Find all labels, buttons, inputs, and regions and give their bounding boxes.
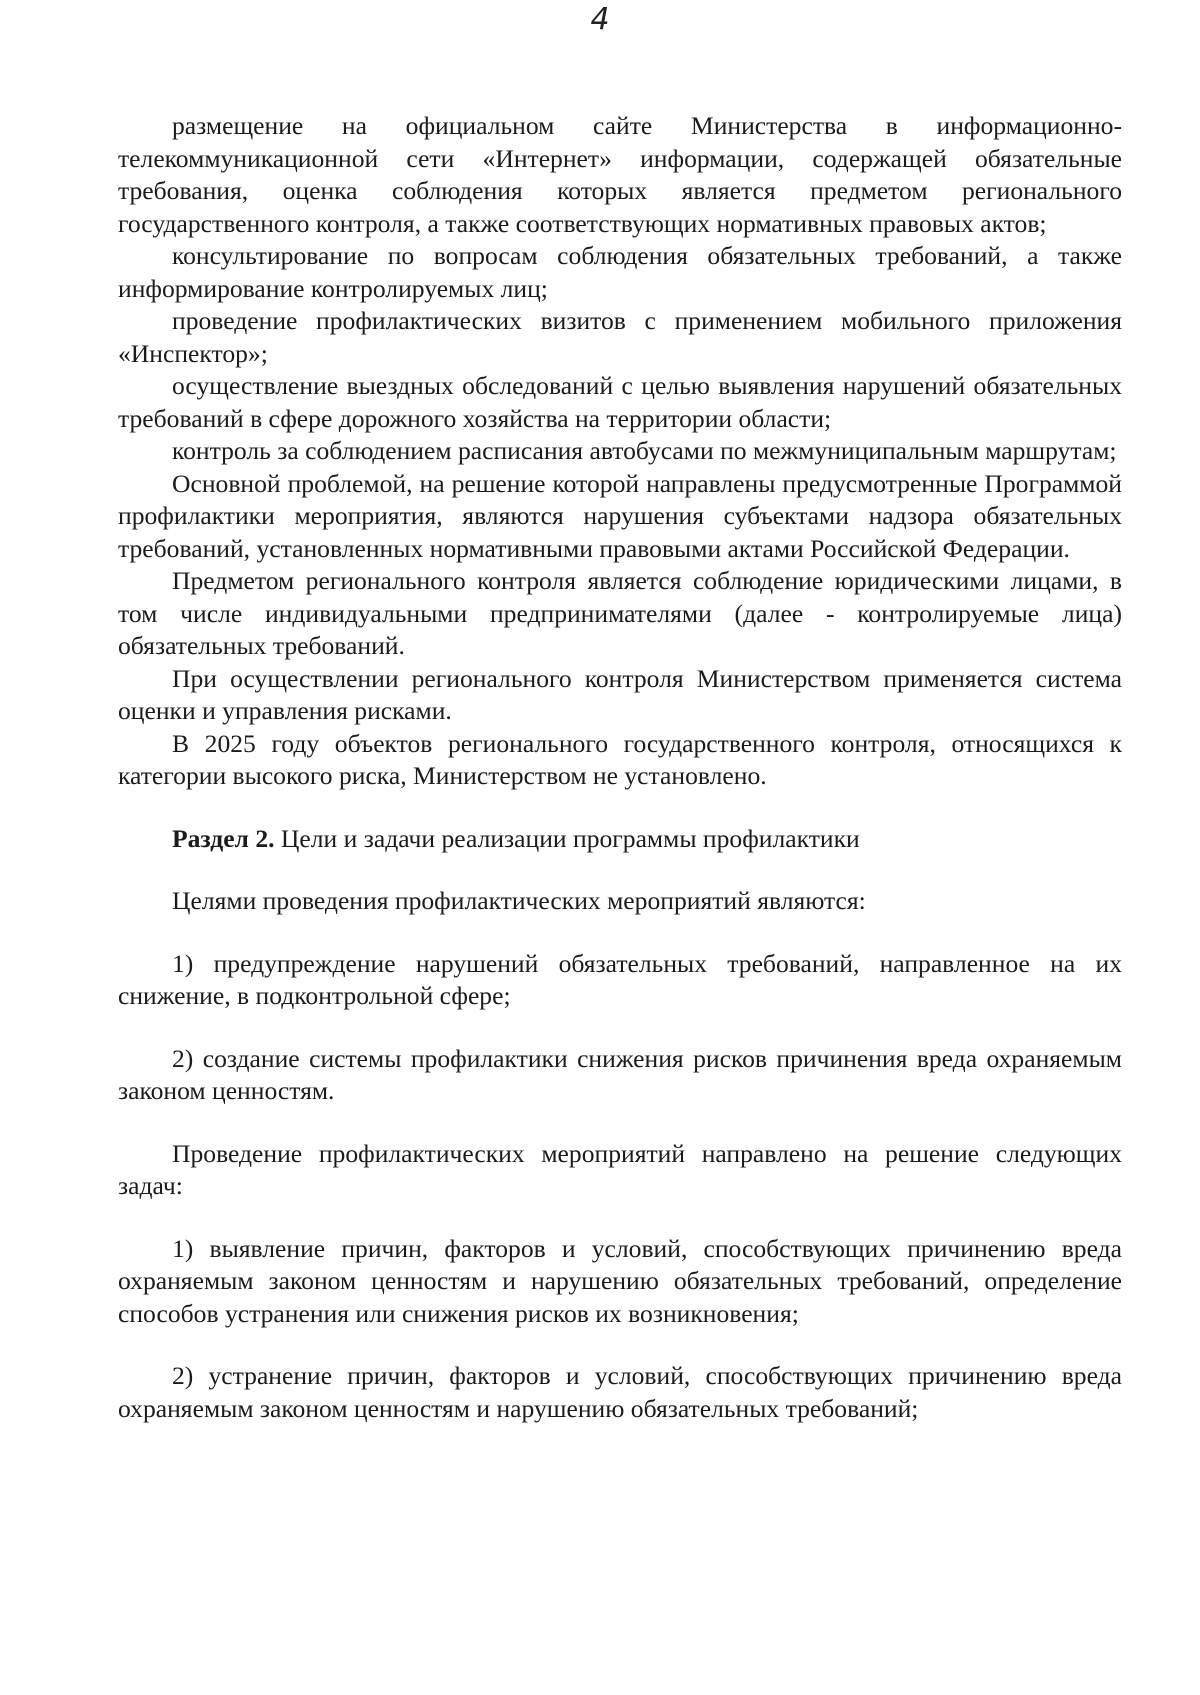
paragraph-main-problem: Основной проблемой, на решение которой направлены предусмотренные Программой профилактики мероприятия, являются нарушения субъектами надзора обязательных требований, установленных нормативными правовыми актами Российской Федерации. (118, 468, 1122, 563)
section-2-label: Раздел 2. (172, 823, 275, 853)
paragraph-bus-schedule-control: контроль за соблюдением расписания автобусами по межмуниципальным маршрутам; (172, 436, 1117, 465)
section-2-title: Цели и задачи реализации программы профилактики (274, 823, 860, 853)
paragraph-preventive-visits: проведение профилактических визитов с применением мобильного приложения «Инспектор»; (118, 306, 1122, 368)
tasks-intro: Проведение профилактических мероприятий направлено на решение следующих задач: (118, 1138, 1122, 1200)
paragraph-high-risk-2025: В 2025 году объектов регионального государственного контроля, относящихся к категории высокого риска, Министерством не установлено. (118, 728, 1122, 790)
task-item-1: 1) выявление причин, факторов и условий, способствующих причинению вреда охраняемым законом ценностям и нарушению обязательных требований, определение способов устранения или снижения рисков их возникновения; (118, 1233, 1122, 1328)
goal-item-1: 1) предупреждение нарушений обязательных требований, направленное на их снижение, в подконтрольной сфере; (118, 948, 1122, 1010)
paragraph-control-subject: Предметом регионального контроля является соблюдение юридическими лицами, в том числе индивидуальными предпринимателями (далее - контролируемые лица) обязательных требований. (118, 566, 1122, 660)
page-number: 4 (590, 2, 610, 37)
paragraph-field-inspections: осуществление выездных обследований с целью выявления нарушений обязательных требований в сфере дорожного хозяйства на территории области; (118, 371, 1122, 433)
goals-intro: Целями проведения профилактических мероприятий являются: (172, 886, 866, 915)
goal-item-2: 2) создание системы профилактики снижения рисков причинения вреда охраняемым законом ценностям. (118, 1043, 1122, 1105)
paragraph-consulting: консультирование по вопросам соблюдения обязательных требований, а также информирование контролируемых лиц; (118, 241, 1122, 303)
task-item-2: 2) устранение причин, факторов и условий, способствующих причинению вреда охраняемым законом ценностям и нарушению обязательных требований; (118, 1361, 1122, 1423)
document-body (118, 110, 1122, 1425)
section-2-heading (118, 823, 1122, 856)
paragraph-website-publication: размещение на официальном сайте Министерства в информационно-телекоммуникационной сети «Интернет» информации, содержащей обязательные требования, оценка соблюдения которых является предметом регионального государственного контроля, а также соответствующих нормативных правовых актов; (118, 111, 1122, 238)
paragraph-risk-system: При осуществлении регионального контроля Министерством применяется система оценки и управления рисками. (118, 663, 1122, 725)
